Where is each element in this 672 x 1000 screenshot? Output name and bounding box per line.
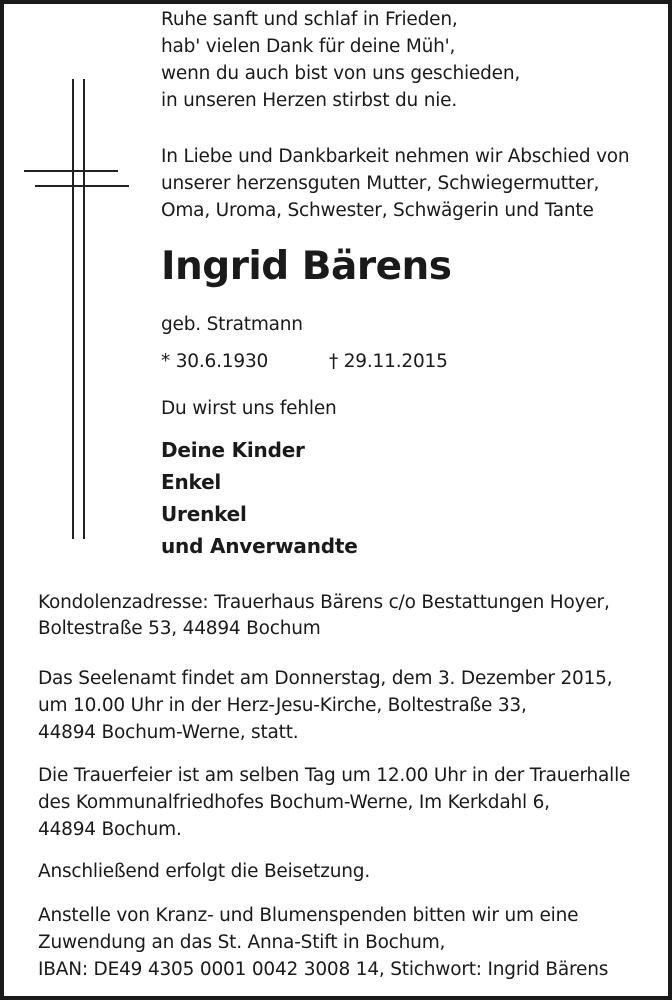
- mourner-line: und Anverwandte: [161, 534, 358, 558]
- ceremony-line: Die Trauerfeier ist am selben Tag um 12.00 Uhr in der Trauerhalle: [38, 765, 631, 786]
- mourner-line: Enkel: [161, 470, 222, 494]
- condolence-line: Kondolenzadresse: Trauerhaus Bärens c/o Bestattungen Hoyer,: [38, 592, 610, 613]
- burial-text: Anschließend erfolgt die Beisetzung.: [38, 861, 371, 882]
- farewell-text: Du wirst uns fehlen: [161, 398, 337, 419]
- ceremony-line: 44894 Bochum.: [38, 819, 182, 840]
- poem-line: Ruhe sanft und schlaf in Frieden,: [161, 9, 458, 30]
- ceremony-line: des Kommunalfriedhofes Bochum-Werne, Im Kerkdahl 6,: [38, 792, 550, 813]
- mass-line: um 10.00 Uhr in der Herz-Jesu-Kirche, Boltestraße 33,: [38, 695, 527, 716]
- donation-line: Zuwendung an das St. Anna-Stift in Bochum,: [38, 932, 446, 953]
- mass-line: Das Seelenamt findet am Donnerstag, dem 3. Dezember 2015,: [38, 668, 613, 689]
- birth-date: * 30.6.1930: [161, 351, 269, 372]
- donation-line: IBAN: DE49 4305 0001 0042 3008 14, Stichwort: Ingrid Bärens: [38, 959, 609, 980]
- birth-name: geb. Stratmann: [161, 314, 303, 335]
- deceased-name: Ingrid Bärens: [161, 244, 452, 289]
- intro-line: In Liebe und Dankbarkeit nehmen wir Abschied von: [161, 146, 630, 167]
- donation-line: Anstelle von Kranz- und Blumenspenden bitten wir um eine: [38, 905, 579, 926]
- death-date: † 29.11.2015: [329, 351, 448, 372]
- mass-line: 44894 Bochum-Werne, statt.: [38, 722, 299, 743]
- mourner-line: Urenkel: [161, 502, 247, 526]
- mourner-line: Deine Kinder: [161, 438, 305, 462]
- intro-line: unserer herzensguten Mutter, Schwiegermutter,: [161, 173, 600, 194]
- condolence-line: Boltestraße 53, 44894 Bochum: [38, 618, 321, 639]
- poem-line: hab' vielen Dank für deine Müh',: [161, 36, 456, 57]
- intro-line: Oma, Uroma, Schwester, Schwägerin und Tante: [161, 200, 594, 221]
- poem-line: wenn du auch bist von uns geschieden,: [161, 63, 521, 84]
- poem-line: in unseren Herzen stirbst du nie.: [161, 90, 458, 111]
